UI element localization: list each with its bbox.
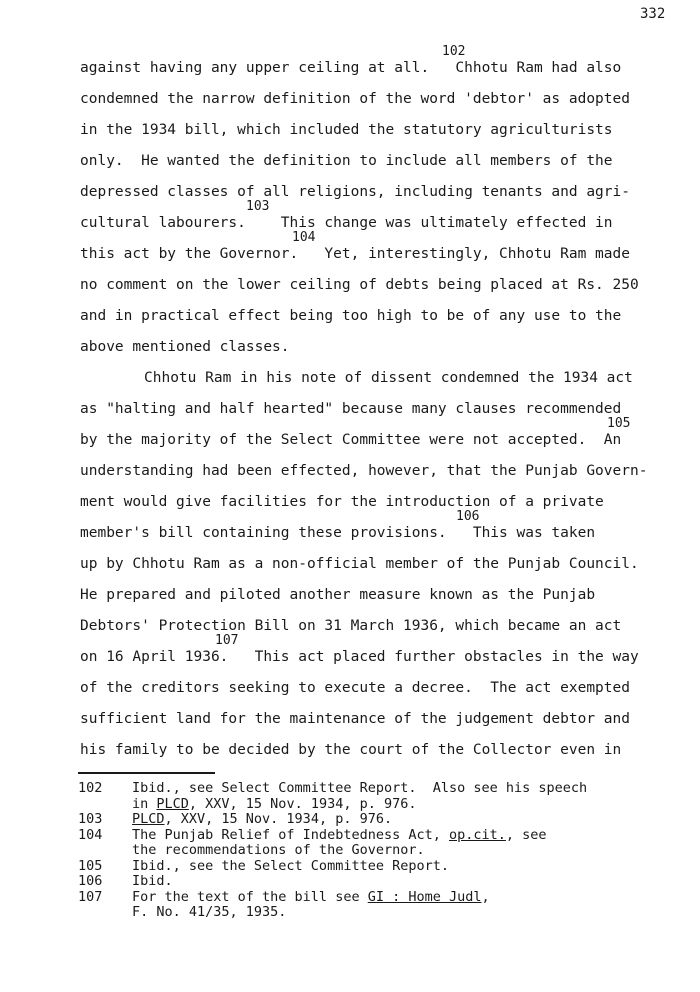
footnote-marker: 105 bbox=[607, 416, 631, 431]
line-text: his family to be decided by the court of the Collector even in bbox=[80, 742, 622, 758]
footnote-marker: 107 bbox=[215, 633, 239, 648]
footnote-line bbox=[132, 905, 678, 921]
text-line bbox=[80, 697, 670, 728]
line-text: Debtors' Protection Bill on 31 March 1936, which became an act bbox=[80, 618, 622, 634]
footnote-segment: , see bbox=[505, 826, 547, 843]
text-line bbox=[80, 201, 670, 232]
footnote-line bbox=[132, 781, 678, 797]
footnote-marker: 103 bbox=[246, 199, 270, 214]
body-text bbox=[80, 46, 670, 759]
line-text: Chhotu Ram in his note of dissent condemned the 1934 act bbox=[144, 370, 633, 386]
footnote-text bbox=[132, 890, 678, 921]
text-line bbox=[80, 294, 670, 325]
footnote bbox=[78, 874, 678, 890]
line-text: against having any upper ceiling at all. Chhotu Ram had also bbox=[80, 60, 622, 76]
text-line bbox=[80, 666, 670, 697]
text-line bbox=[80, 263, 670, 294]
line-text: cultural labourers. This change was ultimately effected in bbox=[80, 215, 613, 231]
footnote-marker: 104 bbox=[292, 230, 316, 245]
text-line bbox=[80, 356, 670, 387]
footnote-line bbox=[132, 859, 678, 875]
text-line bbox=[80, 325, 670, 356]
footnote-number: 107 bbox=[78, 888, 103, 905]
footnote-text bbox=[132, 828, 678, 859]
footnote-segment: Ibid. bbox=[132, 873, 173, 889]
text-line bbox=[80, 46, 670, 77]
footnote-line bbox=[132, 828, 678, 844]
text-line bbox=[80, 635, 670, 666]
footnote-number: 103 bbox=[78, 811, 103, 827]
text-line bbox=[80, 449, 670, 480]
footnote-line bbox=[132, 890, 678, 906]
footnote-segment: the recommendations of the Governor. bbox=[132, 842, 425, 858]
citation-underlined: GI : Home Judl bbox=[367, 888, 482, 905]
text-line bbox=[80, 387, 670, 418]
line-text: up by Chhotu Ram as a non-official member of the Punjab Council. bbox=[80, 556, 639, 572]
footnote-segment: For the text of the bill see bbox=[132, 888, 368, 905]
footnote-segment: F. No. 41/35, 1935. bbox=[132, 904, 287, 920]
footnote-rule bbox=[78, 772, 215, 774]
footnote-segment: , XXV, 15 Nov. 1934, p. 976. bbox=[164, 811, 393, 827]
footnote bbox=[78, 890, 678, 921]
footnote-text bbox=[132, 812, 678, 828]
citation-underlined: PLCD bbox=[156, 795, 189, 812]
text-line bbox=[80, 542, 670, 573]
footnote bbox=[78, 781, 678, 812]
line-text: and in practical effect being too high to be of any use to the bbox=[80, 308, 622, 324]
text-line bbox=[80, 728, 670, 759]
page-number: 332 bbox=[640, 6, 666, 22]
line-text: of the creditors seeking to execute a decree. The act exempted bbox=[80, 680, 630, 696]
footnotes bbox=[78, 781, 678, 921]
footnote-text bbox=[132, 859, 678, 875]
footnote-marker: 106 bbox=[456, 509, 480, 524]
line-text: condemned the narrow definition of the word 'debtor' as adopted bbox=[80, 91, 630, 107]
text-line bbox=[80, 480, 670, 511]
footnote-line bbox=[132, 812, 678, 828]
footnote-segment: , bbox=[481, 888, 490, 905]
line-text: only. He wanted the definition to include all members of the bbox=[80, 153, 613, 169]
footnote-text bbox=[132, 874, 678, 890]
citation-underlined: PLCD bbox=[132, 811, 165, 827]
footnote bbox=[78, 812, 678, 828]
citation-underlined: op.cit. bbox=[448, 826, 506, 843]
line-text: member's bill containing these provisions. This was taken bbox=[80, 525, 596, 541]
text-line bbox=[80, 418, 670, 449]
line-text: by the majority of the Select Committee were not accepted. An bbox=[80, 432, 622, 448]
text-line bbox=[80, 108, 670, 139]
text-line bbox=[80, 77, 670, 108]
footnote-number: 106 bbox=[78, 873, 103, 889]
line-text: depressed classes of all religions, including tenants and agri- bbox=[80, 184, 630, 200]
text-line bbox=[80, 232, 670, 263]
line-text: on 16 April 1936. This act placed further obstacles in the way bbox=[80, 649, 639, 665]
line-text: as "halting and half hearted" because many clauses recommended bbox=[80, 401, 622, 417]
footnote-line bbox=[132, 797, 678, 813]
footnote-segment: The Punjab Relief of Indebtedness Act, bbox=[132, 826, 449, 843]
footnote-line bbox=[132, 843, 678, 859]
text-line bbox=[80, 604, 670, 635]
footnote-segment: in bbox=[132, 795, 157, 812]
text-line bbox=[80, 511, 670, 542]
text-line bbox=[80, 170, 670, 201]
footnote-line bbox=[132, 874, 678, 890]
line-text: above mentioned classes. bbox=[80, 339, 290, 355]
footnote-number: 105 bbox=[78, 857, 103, 874]
footnote-number: 102 bbox=[78, 780, 103, 796]
line-text: sufficient land for the maintenance of the judgement debtor and bbox=[80, 711, 630, 727]
footnote-number: 104 bbox=[78, 826, 103, 843]
line-text: He prepared and piloted another measure known as the Punjab bbox=[80, 587, 596, 603]
footnote bbox=[78, 859, 678, 875]
footnote-text bbox=[132, 781, 678, 812]
footnote bbox=[78, 828, 678, 859]
footnote-segment: Ibid., see the Select Committee Report. bbox=[132, 857, 449, 874]
footnote-marker: 102 bbox=[442, 44, 466, 59]
footnote-segment: Ibid., see Select Committee Report. Also see his speech bbox=[132, 780, 588, 796]
footnote-segment: , XXV, 15 Nov. 1934, p. 976. bbox=[188, 795, 417, 812]
text-line bbox=[80, 573, 670, 604]
line-text: ment would give facilities for the introduction of a private bbox=[80, 494, 604, 510]
line-text: in the 1934 bill, which included the statutory agriculturists bbox=[80, 122, 613, 138]
line-text: no comment on the lower ceiling of debts being placed at Rs. 250 bbox=[80, 277, 639, 293]
text-line bbox=[80, 139, 670, 170]
line-text: understanding had been effected, however, that the Punjab Govern- bbox=[80, 463, 648, 479]
line-text: this act by the Governor. Yet, interestingly, Chhotu Ram made bbox=[80, 246, 630, 262]
